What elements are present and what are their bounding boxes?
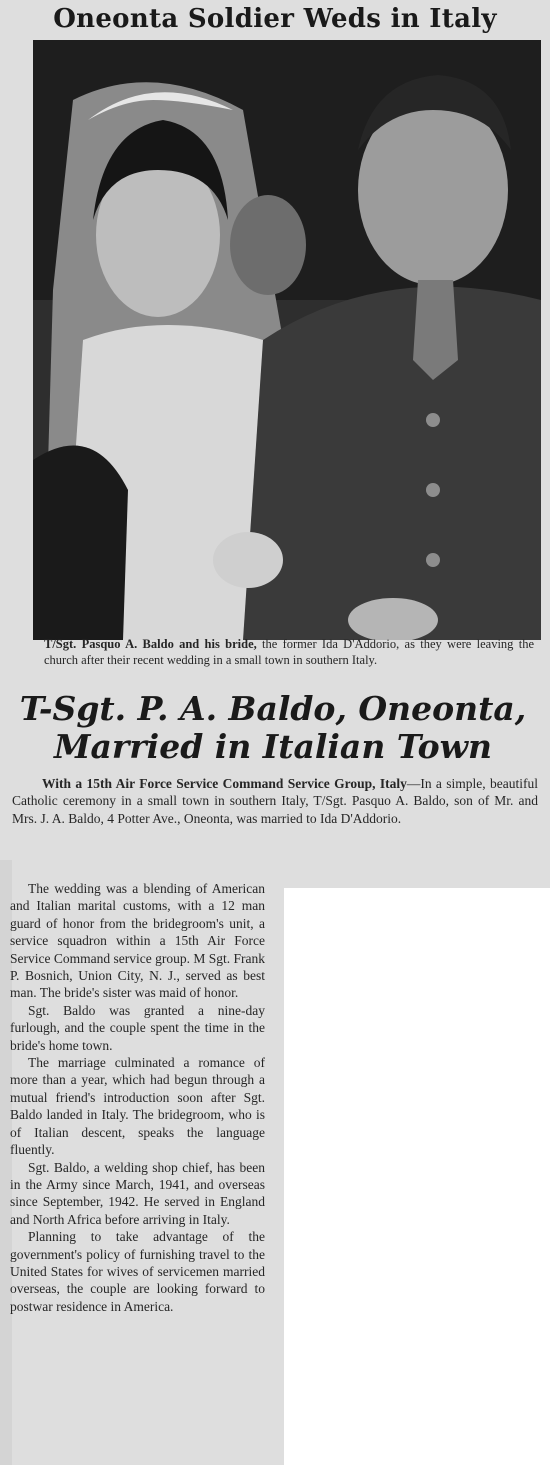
paragraph: Sgt. Baldo, a welding shop chief, has been in the Army since March, 1941, and overseas since September, 1942. He served in England and North Africa before arriving in Italy. (10, 1159, 265, 1227)
caption-lead: T/Sgt. Pasquo A. Baldo and his bride, (44, 637, 257, 651)
paragraph: The marriage culminated a romance of more than a year, which had begun through a mutual friend's introduction soon after Sgt. Baldo landed in Italy. The bridegroom, who is of Italian descent, speaks the language fluently. (10, 1055, 265, 1158)
caption-text: the former Ida D'Addorio, as they were leaving the church after their recent wedding in a small town in southern Italy. (44, 637, 534, 667)
photo-caption (44, 636, 534, 668)
paragraph: Sgt. Baldo was granted a nine-day furlough, and the couple spent the time in the bride's home town. (10, 1002, 265, 1053)
paragraph: The wedding was a blending of American and Italian marital customs, with a 12 man guard of honor from the bridegroom's unit, a service squadron within a 15th Air Force Service Command service group. M Sgt. Frank P. Bosnich, Union City, N. J., served as best man. The bride's sister was maid of honor. (10, 881, 265, 1001)
wedding-photo (33, 40, 541, 640)
intro-text: —In a simple, beautiful Catholic ceremony in a small town in southern Italy, T/Sgt. Pasquo A. Baldo, son of Mr. and Mrs. J. A. Baldo, 4 Potter Ave., Oneonta, was married to Ida D'Addorio. (12, 776, 538, 826)
intro-lead: With a 15th Air Force Service Command Service Group, Italy (42, 776, 407, 791)
intro-paragraph (12, 775, 538, 827)
top-headline: Oneonta Soldier Weds in Italy (53, 4, 497, 34)
article-column (10, 880, 265, 1315)
paragraph: Planning to take advantage of the government's policy of furnishing travel to the United States for wives of servicemen married overseas, the couple are looking forward to postwar residence in America. (10, 1229, 265, 1314)
main-headline: T-Sgt. P. A. Baldo, Oneonta, Married in Italian Town (19, 689, 527, 766)
